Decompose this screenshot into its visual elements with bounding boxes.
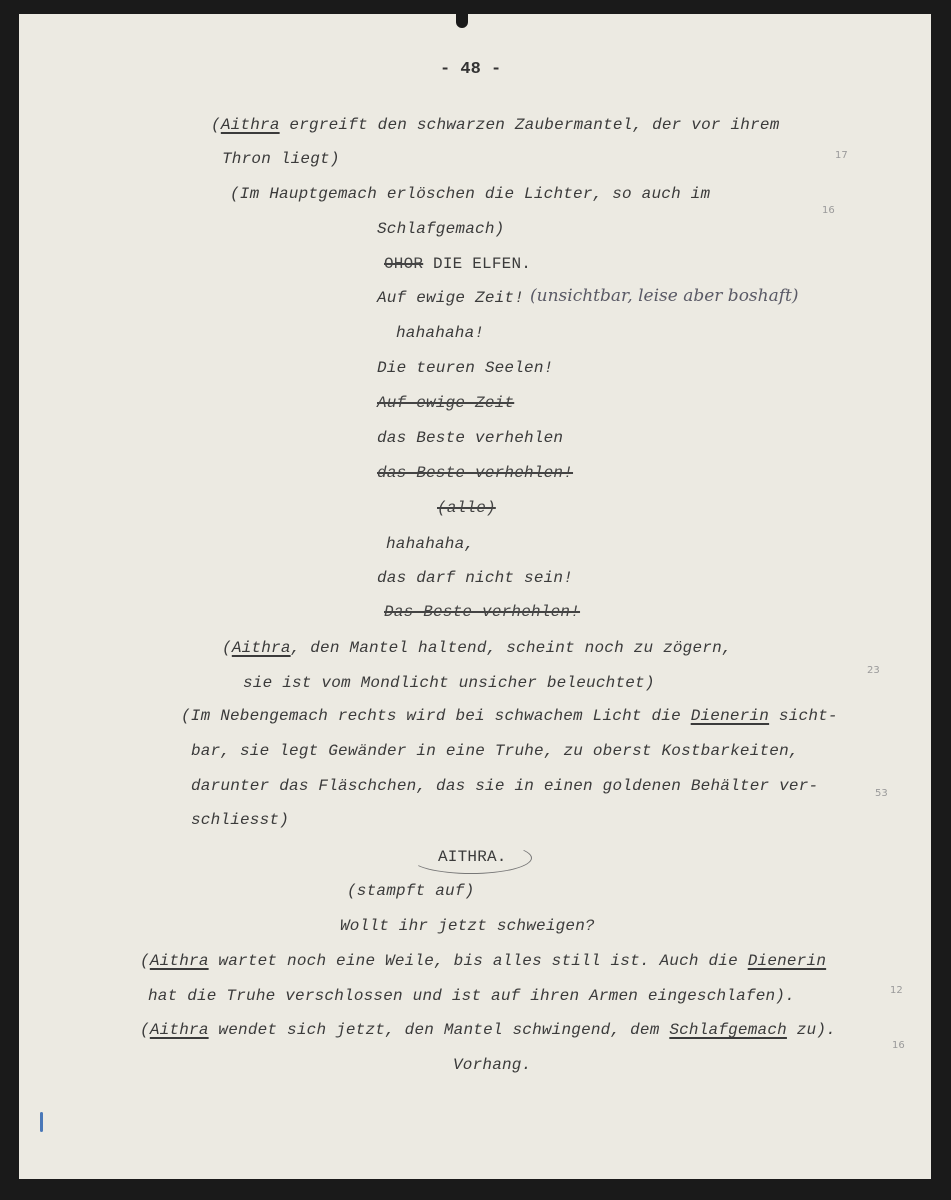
- stage-direction-line: (Aithra wartet noch eine Weile, bis alles still ist. Auch die Dienerin: [140, 952, 827, 970]
- pencil-mark: 53: [875, 788, 888, 799]
- verse-line: Auf ewige Zeit!: [377, 289, 525, 307]
- character-name-underlined: Dienerin: [747, 952, 827, 970]
- stage-direction-line: (stampft auf): [347, 882, 475, 900]
- stage-direction-line: sie ist vom Mondlicht unsicher beleuchtet): [243, 674, 655, 692]
- verse-line: hahahaha,: [386, 535, 475, 553]
- pen-swoosh: [410, 842, 532, 874]
- stage-direction-line: (Im Hauptgemach erlöschen die Lichter, so auch im: [230, 185, 711, 203]
- stage-direction-line: (Aithra wendet sich jetzt, den Mantel schwingend, dem Schlafgemach zu).: [140, 1021, 836, 1039]
- character-name-underlined: Aithra: [149, 952, 209, 970]
- verse-line: das Beste verhehlen: [377, 429, 564, 447]
- stage-direction-line: (Aithra, den Mantel haltend, scheint noch zu zögern,: [222, 639, 732, 657]
- pencil-mark: 16: [822, 205, 835, 216]
- speaker-label: DIE ELFEN.: [433, 255, 532, 273]
- verse-line: Die teuren Seelen!: [377, 359, 554, 377]
- struck-word: OHOR: [384, 255, 424, 273]
- speaker-heading: [384, 255, 531, 273]
- stage-direction-line: bar, sie legt Gewänder in eine Truhe, zu oberst Kostbarkeiten,: [191, 742, 799, 760]
- pencil-mark: 12: [890, 985, 903, 996]
- stage-direction-line: Thron liegt): [222, 150, 340, 168]
- blue-ink-mark: [40, 1112, 43, 1132]
- struck-verse-line: das Beste verhehlen!: [377, 464, 574, 482]
- stage-direction-line: hat die Truhe verschlossen und ist auf ihren Armen eingeschlafen).: [148, 987, 795, 1005]
- stage-direction-line: Vorhang.: [453, 1056, 532, 1074]
- character-name-underlined: Schlafgemach: [669, 1021, 787, 1039]
- struck-verse-line: (alle): [437, 499, 496, 517]
- stage-direction-line: Schlafgemach): [377, 220, 505, 238]
- verse-line: das darf nicht sein!: [377, 569, 574, 587]
- page-number: - 48 -: [440, 60, 502, 79]
- handwritten-annotation: (unsichtbar, leise aber boshaft): [530, 286, 799, 306]
- pencil-mark: 16: [892, 1040, 905, 1051]
- stage-direction-line: (Aithra ergreift den schwarzen Zaubermantel, der vor ihrem: [211, 116, 780, 134]
- pencil-mark: 23: [867, 665, 880, 676]
- stage-direction-line: darunter das Fläschchen, das sie in einen goldenen Behälter ver-: [191, 777, 819, 795]
- struck-verse-line: Auf ewige Zeit: [377, 394, 515, 412]
- stage-direction-line: schliesst): [191, 811, 290, 829]
- stage-direction-line: (Im Nebengemach rechts wird bei schwachem Licht die Dienerin sicht-: [181, 707, 838, 725]
- pencil-mark: 17: [835, 150, 848, 161]
- character-name-underlined: Aithra: [231, 639, 291, 657]
- punch-hole: [456, 14, 468, 28]
- character-name-underlined: Aithra: [149, 1021, 209, 1039]
- verse-line: hahahaha!: [396, 324, 485, 342]
- character-name-underlined: Aithra: [220, 116, 280, 134]
- character-name-underlined: Dienerin: [690, 707, 770, 725]
- speaker-heading: AITHRA.: [438, 848, 507, 866]
- verse-line: Wollt ihr jetzt schweigen?: [340, 917, 595, 935]
- struck-verse-line: Das Beste verhehlen!: [384, 603, 581, 621]
